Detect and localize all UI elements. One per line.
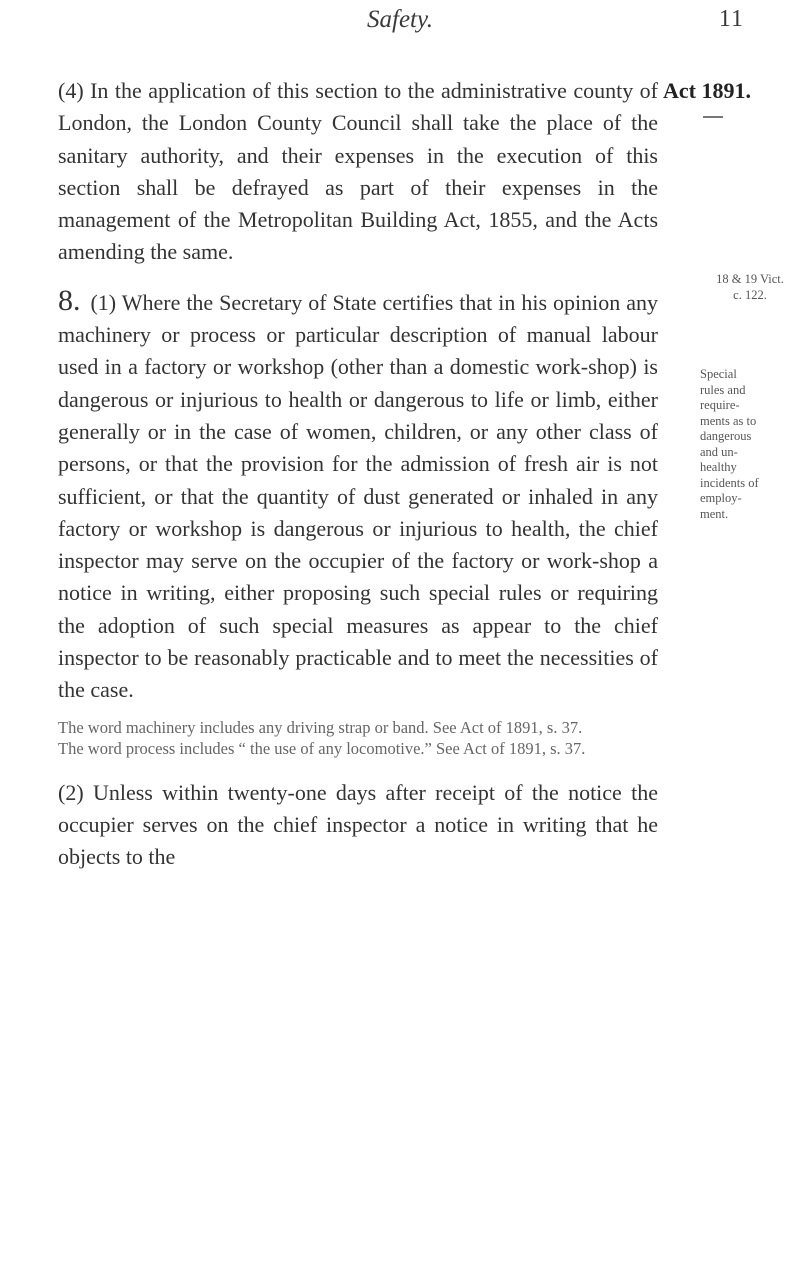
side-note-line: Special <box>700 367 737 381</box>
section-number: 8. <box>58 283 81 317</box>
paragraph-subsection-4: (4) In the application of this section to the administrative county of London, the London County Council shall take the place of the sanitary authority, and their expenses in the execution of this section shall be defrayed as part of their expenses in the management of the Metropolitan Building Act, 1855, and the Acts amending the same. <box>58 78 658 265</box>
side-note-line: healthy <box>700 460 737 474</box>
section-8 <box>58 283 658 707</box>
act-reference: Act 1891. <box>663 78 751 103</box>
footnote-machinery: The word machinery includes any driving strap or band. See Act of 1891, s. 37. <box>58 717 583 737</box>
vict-reference <box>702 272 798 303</box>
section-8-text: (1) Where the Secretary of State certifies that in his opinion any machinery or process or particular description of manual labour used in a factory or workshop (other than a domestic work-shop) is dangerous or injurious to health or dangerous to life or limb, either generally or in the case of women, children, or any other class of persons, or that the provision for the admission of fresh air is not sufficient, or that the quantity of dust generated or inhaled in any factory or workshop is dangerous or injurious to health, the chief inspector may serve on the occupier of the factory or work-shop a notice in writing, either proposing such special rules or requiring the adoption of such special measures as appear to the chief inspector to be reasonably practicable and to meet the necessities of the case. <box>58 289 658 703</box>
side-note-line: ments as to <box>700 413 757 428</box>
page-title: Safety. <box>367 6 433 33</box>
running-head <box>0 0 800 70</box>
page-number: 11 <box>718 6 744 32</box>
footnote-process: The word process includes “ the use of any locomotive.” See Act of 1891, s. 37. <box>58 738 586 758</box>
main-text-column <box>58 75 658 874</box>
side-note-line: require- <box>700 398 740 412</box>
vict-reference-line: c. 122. <box>733 287 767 302</box>
side-note-line: ment. <box>700 506 729 521</box>
vict-reference-line: 18 & 19 Vict. <box>716 272 784 286</box>
paragraph-subsection-2: (2) Unless within twenty-one days after receipt of the notice the occupier serves on the chief inspector a notice in writing that he objects to the <box>58 779 658 870</box>
side-note-line: rules and <box>700 382 746 397</box>
side-note-line: incidents of <box>700 475 759 490</box>
act-reference-underline <box>703 116 723 118</box>
side-note-line: dangerous <box>700 429 752 443</box>
side-note-line: and un- <box>700 444 738 459</box>
side-note-line: employ- <box>700 491 742 505</box>
special-rules-side-note <box>700 367 780 522</box>
